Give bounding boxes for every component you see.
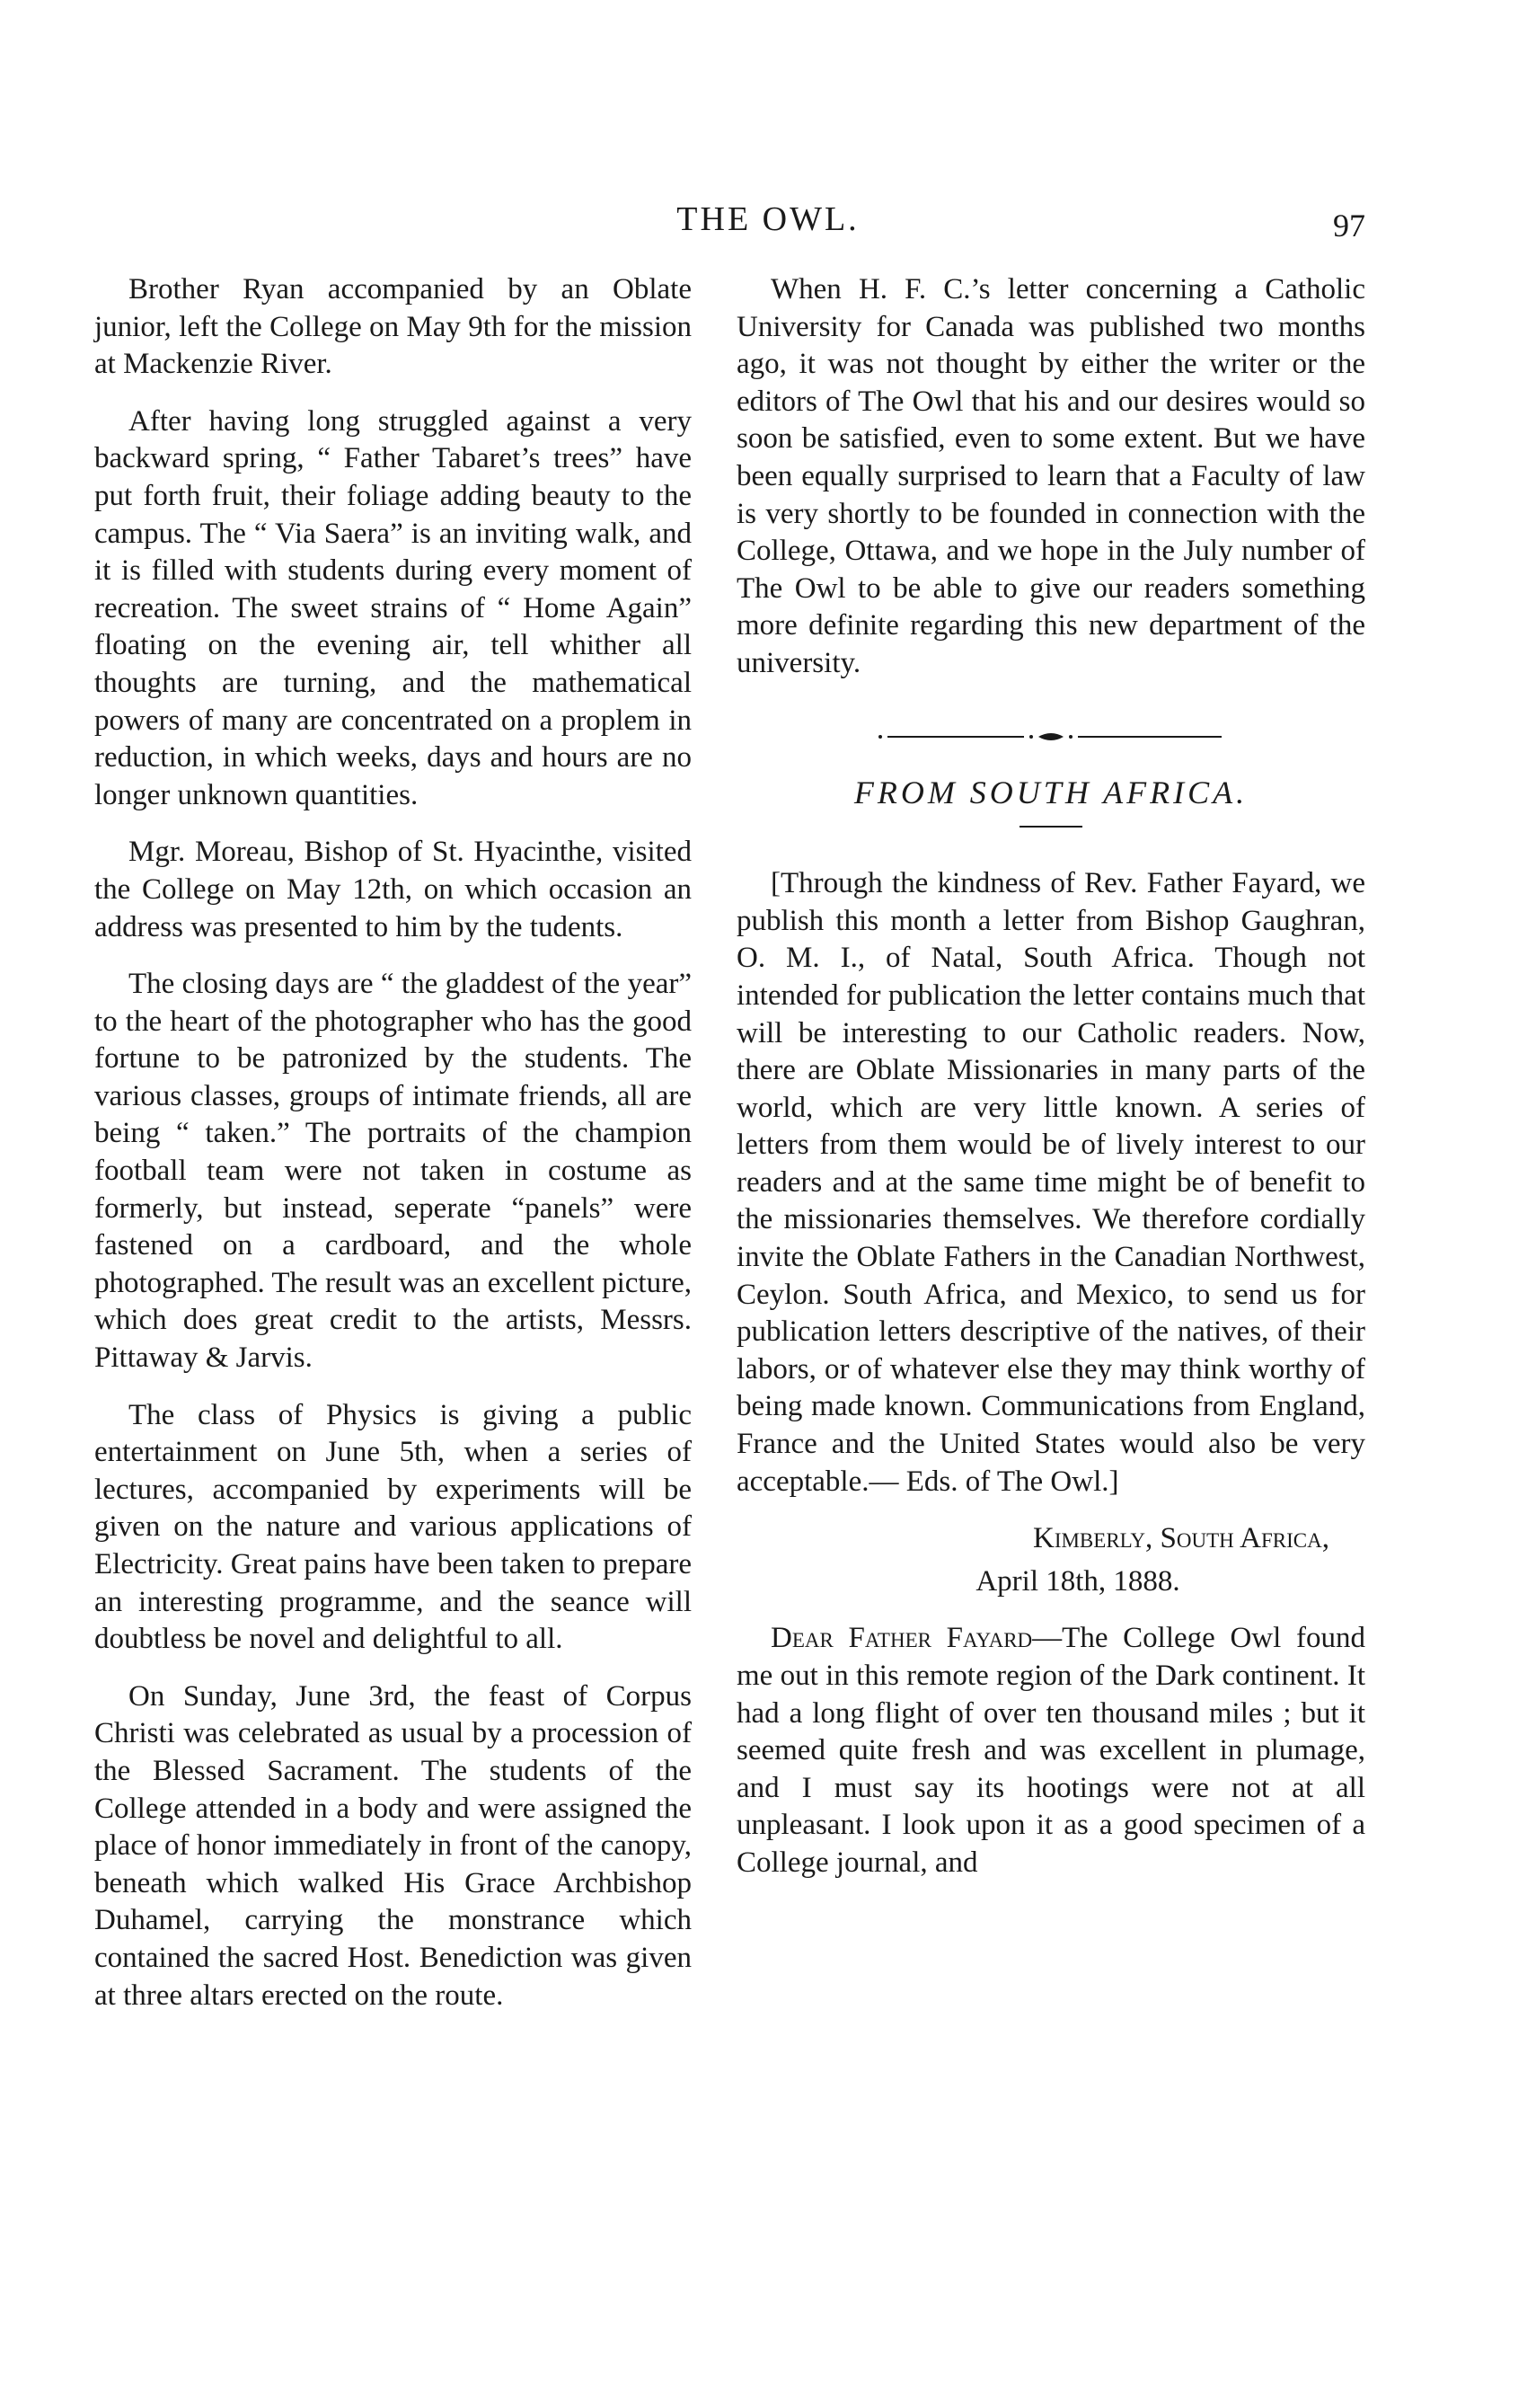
paragraph-mgr-moreau: Mgr. Moreau, Bishop of St. Hyacinthe, visited the College on May 12th, on which occasion an address was presented to him by the tudents. [94,836,692,943]
paragraph-brother-ryan: Brother Ryan accompanied by an Oblate junior, left the College on May 9th for the mission at Mackenzie River. [94,273,692,381]
dateline-date: April 18th, 1888. [975,1564,1180,1598]
running-title: THE OWL. [676,200,860,238]
left-column [94,271,692,2034]
paragraph-catholic-university: When H. F. C.’s letter concerning a Catholic University for Canada was published two months ago, it was not thought by either the writer or the editors of The Owl that his and our desires would so soon be satisfied, even to some extent. But we have been equally surprised to learn that a Faculty of law is very shortly to be founded in connection with the College, Ottawa, and we hope in the July number of The Owl to be able to give our readers something more definite regarding this new department of the university. [737,273,1365,679]
ornament-divider-icon [871,728,1231,746]
right-column [737,271,1365,1882]
paragraph-corpus-christi: On Sunday, June 3rd, the feast of Corpus Christi was celebrated as usual by a procession of the Blessed Sacrament. The students of the College attended in a body and were assigned the place of honor immediately in front of the canopy, beneath which walked His Grace Archbishop Duhamel, carrying the monstrance which contained the sacred Host. Benediction was given at three altars erected on the route. [94,1679,692,2012]
paragraph-physics-class: The class of Physics is giving a public entertainment on June 5th, when a series of lectures, accompanied by experiments will be given on the nature and various applications of Electricity. Great pains have been taken to prepare an interesting programme, and the seance will doubtless be novel and delightful to all. [94,1398,692,1656]
dateline-place: Kimberly, South Africa, [1032,1522,1329,1555]
letter-opening [737,1620,1365,1881]
paragraph-photographer: The closing days are “ the gladdest of the year” to the heart of the photographer who has the good fortune to be patronized by the students. The various classes, groups of intimate friends, all are being “ taken.” The portraits of the champion football team were not taken in costume as formerly, but instead, seperate “panels” were fastened on a cardboard, and the whole photographed. The result was an excellent picture, which does great credit to the artists, Messrs. Pittaway & Jarvis. [94,968,692,1375]
editor-note: [Through the kindness of Rev. Father Fayard, we publish this month a letter from Bishop Gaughran, O. M. I., of Natal, South Africa. Though not intended for publication the letter contains much that will be interesting to our Catholic readers. Now, there are Oblate Missionaries in many parts of the world, which are very little known. A series of letters from them would be of lively interest to our readers and at the same time might be of benefit to the missionaries themselves. We therefore cordially invite the Oblate Fathers in the Canadian Northwest, Ceylon. South Africa, and Mexico, to send us for publication letters descriptive of the natives, of their labors, or of whatever else they may think worthy of being made known. Communications from England, France and the United States would also be very acceptable.— Eds. of The Owl.] [737,867,1365,1498]
paragraph-spring-campus: After having long struggled against a very backward spring, “ Father Tabaret’s trees” have put forth fruit, their foliage adding beauty to the campus. The “ Via Saera” is an inviting walk, and it is filled with students during every moment of recreation. The sweet strains of “ Home Again” floating on the evening air, tell whither all thoughts are turning, and the mathematical powers of many are concentrated on a proplem in reduction, in which weeks, days and hours are no longer unknown quantities. [94,404,692,811]
page-number: 97 [1333,208,1365,243]
title-rule [1020,826,1082,828]
page-header [0,199,1536,253]
letter-text: —The College Owl found me out in this remote region of the Dark continent. It had a long flight of over ten thousand miles ; but it seemed quite fresh and was excellent in plumage, and I must say its hootings were not at all unpleasant. I look upon it as a good specimen of a College journal, and [737,1622,1365,1879]
section-ornament [737,719,1365,737]
section-title: FROM SOUTH AFRICA. [853,774,1249,810]
salutation: Dear Father Fayard [771,1622,1033,1655]
